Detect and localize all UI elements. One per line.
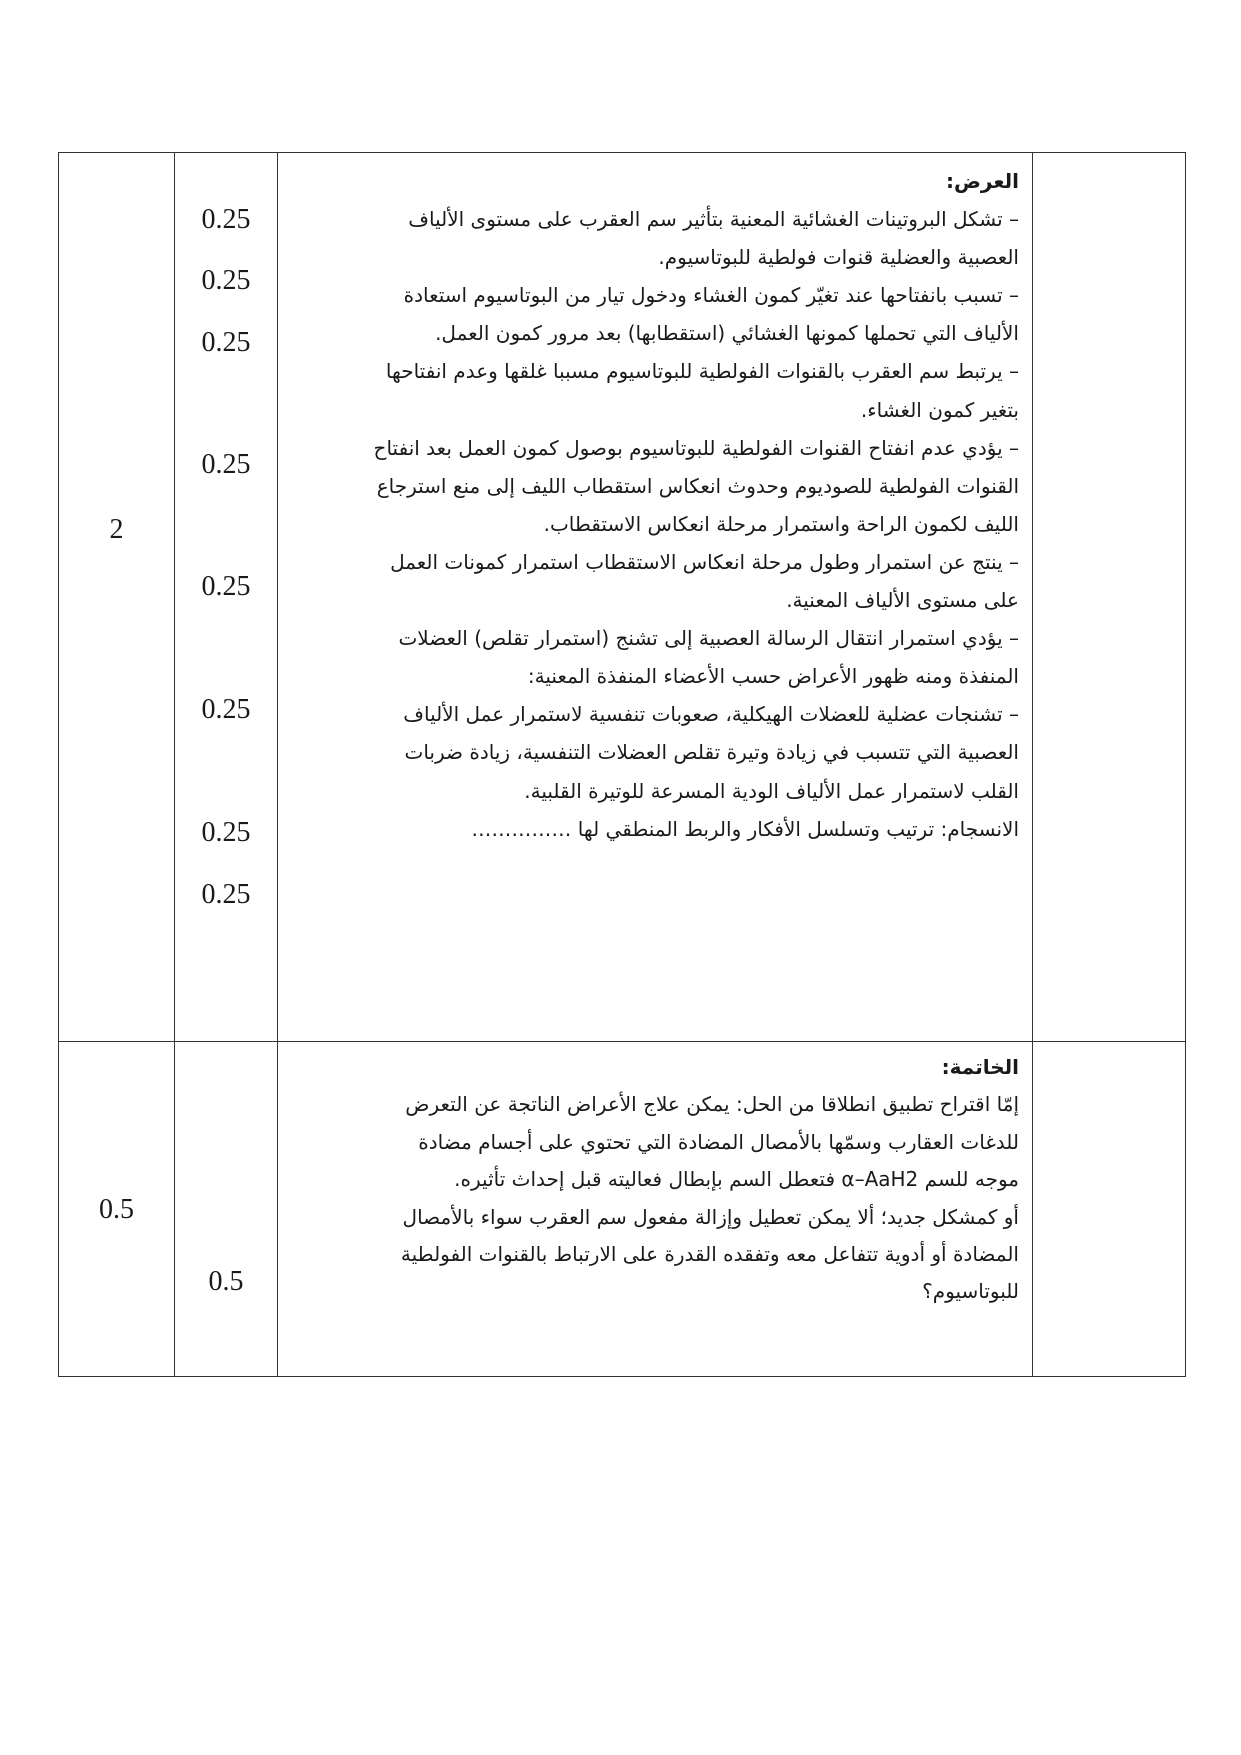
answer-line: العصبية والعضلية قنوات فولطية للبوتاسيوم. [658,245,1019,270]
partial-score: 0.25 [201,571,251,602]
answer-line: بتغير كمون الغشاء. [860,397,1019,422]
answer-line: – يؤدي استمرار انتقال الرسالة العصبية إلى تشنج (استمرار تقلص) العضلات [398,626,1019,651]
answer-line: – تشنجات عضلية للعضلات الهيكلية، صعوبات تنفسية لاستمرار عمل الألياف [403,702,1019,727]
answer-line: على مستوى الألياف المعنية. [786,588,1019,613]
answer-line: موجه للسم α–AaH2 فتعطل السم بإبطال فعاليته قبل إحداث تأثيره. [454,1167,1019,1192]
answer-line: القلب لاستمرار عمل الألياف الودية المسرعة للوتيرة القلبية. [524,778,1019,803]
answer-line: المضادة أو أدوية تتفاعل معه وتفقده القدرة على الارتباط بالقنوات الفولطية [400,1241,1019,1266]
conclusion-total-score: 0.5 [99,1194,134,1225]
partial-score: 0.25 [201,449,251,480]
expose-blank-cell [1033,153,1186,1042]
answer-line: الليف لكمون الراحة واستمرار مرحلة انعكاس الاستقطاب. [543,511,1019,536]
expose-total-score: 2 [109,514,124,545]
partial-score: 0.25 [201,204,251,235]
answer-line: للدغات العقارب وسمّها بالأمصال المضادة التي تحتوي على أجسام مضادة [418,1129,1019,1154]
partial-score: 0.25 [201,265,251,296]
answer-line: إمّا اقتراح تطبيق انطلاقا من الحل: يمكن علاج الأعراض الناتجة عن التعرض [405,1092,1019,1117]
conclusion-blank-cell [1033,1042,1186,1377]
conclusion-row [59,1042,1186,1377]
grading-table [58,152,1186,1377]
answer-line: – تسبب بانفتاحها عند تغيّر كمون الغشاء ودخول تيار من البوتاسيوم استعادة [403,283,1019,308]
answer-line: – يرتبط سم العقرب بالقنوات الفولطية للبوتاسيوم مسببا غلقها وعدم انفتاحها [385,359,1019,384]
expose-partial-cell [175,153,278,1042]
expose-heading: العرض: [946,169,1019,193]
answer-line: الانسجام: ترتيب وتسلسل الأفكار والربط المنطقي لها …………… [471,816,1019,841]
conclusion-answer [278,1042,1032,1311]
partial-score: 0.25 [201,879,251,910]
answer-line: القنوات الفولطية للصوديوم وحدوث انعكاس استقطاب الليف إلى منع استرجاع [376,473,1019,498]
partial-score: 0.5 [208,1266,244,1297]
expose-answer [278,153,1032,848]
answer-line: المنفذة ومنه ظهور الأعراض حسب الأعضاء المنفذة المعنية: [527,664,1019,689]
partial-score: 0.25 [201,817,251,848]
answer-line: العصبية التي تتسبب في زيادة وتيرة تقلص العضلات التنفسية، زيادة ضربات [404,740,1019,765]
answer-line: الألياف التي تحملها كمونها الغشائي (استقطابها) بعد مرور كمون العمل. [435,321,1019,346]
answer-line: أو كمشكل جديد؛ ألا يمكن تعطيل وإزالة مفعول سم العقرب سواء بالأمصال [402,1204,1019,1229]
expose-total-cell [59,153,175,1042]
answer-line: – تشكل البروتينات الغشائية المعنية بتأثير سم العقرب على مستوى الألياف [408,207,1019,232]
conclusion-total-cell [59,1042,175,1377]
partial-score: 0.25 [201,327,251,358]
expose-row [59,153,1186,1042]
conclusion-partial-cell [175,1042,278,1377]
conclusion-heading: الخاتمة: [941,1055,1019,1079]
conclusion-answer-cell [278,1042,1033,1377]
answer-line: – ينتج عن استمرار وطول مرحلة انعكاس الاستقطاب استمرار كمونات العمل [390,549,1019,574]
answer-line: للبوتاسيوم؟ [922,1279,1019,1304]
partial-score: 0.25 [201,694,251,725]
answer-line: – يؤدي عدم انفتاح القنوات الفولطية للبوتاسيوم بوصول كمون العمل بعد انفتاح [373,435,1019,460]
expose-answer-cell [278,153,1033,1042]
